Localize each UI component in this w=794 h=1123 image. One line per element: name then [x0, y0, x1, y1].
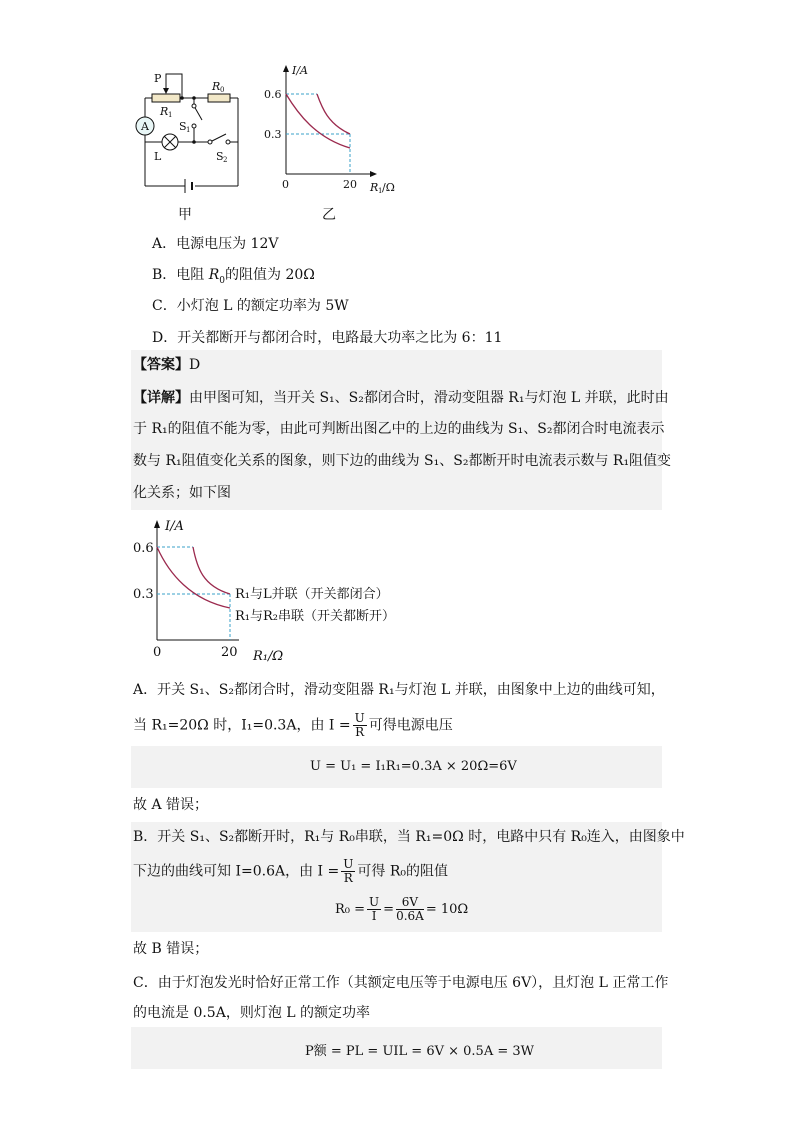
detail-tick-20: 20: [221, 645, 238, 660]
circuit-diagram-jia: [130, 68, 250, 194]
option-d: D．开关都断开与都闭合时，电路最大功率之比为 6：11: [152, 330, 503, 346]
detail-line-4: 化关系；如下图: [133, 485, 231, 501]
x-axis-unit: /Ω: [382, 181, 395, 194]
r1-sub: 1: [168, 111, 173, 119]
detail-tick-06: 0.6: [133, 541, 154, 556]
partb-fraction: $\frac{U}{R}$: [343, 857, 354, 885]
caption-yi: 乙: [322, 207, 336, 223]
x-axis-label: R: [370, 181, 379, 194]
partc-line-2: 的电流是 0.5A，则灯泡 L 的额定功率: [133, 1005, 371, 1021]
detail-line-1: 【详解】由甲图可知，当开关 S₁、S₂都闭合时，滑动变阻器 R₁与灯泡 L 并联，此时由: [133, 390, 669, 406]
detail-graph: [131, 516, 412, 664]
curve-bottom: [286, 94, 350, 148]
tick-x-0: 0: [282, 178, 289, 191]
answer-line: 【答案】D: [133, 357, 201, 373]
slider-label: P: [154, 72, 162, 85]
option-b: B．电阻 $R_0$的阻值为 20Ω: [152, 267, 315, 286]
option-c: C．小灯泡 L 的额定功率为 5W: [152, 298, 349, 314]
parta-line-2: 当 R₁=20Ω 时，I₁=0.3A，由 I = $\frac{U}{R}$ 可得电源电压: [133, 711, 453, 739]
parta-line-1: A．开关 S₁、S₂都闭合时，滑动变阻器 R₁与灯泡 L 并联，由图象中上边的曲线可知，: [133, 682, 665, 698]
s2-label: S: [216, 150, 224, 163]
label-parallel: R₁与L并联（开关都闭合）: [235, 587, 389, 602]
r0-sub: 0: [220, 86, 225, 94]
s2-sub: 2: [223, 156, 228, 164]
tick-y-03: 0.3: [264, 128, 282, 141]
lamp-label: L: [154, 150, 162, 163]
x-axis-sub: 1: [378, 187, 383, 195]
parta-equation: U = U₁ = I₁R₁=0.3A × 20Ω=6V: [310, 759, 517, 774]
partb-line-1: B．开关 S₁、S₂都断开时，R₁与 R₀串联，当 R₁=0Ω 时，电路中只有 R₀连入，由图象中: [133, 829, 685, 845]
tick-y-06: 0.6: [264, 88, 282, 101]
r0-label: R: [212, 80, 221, 93]
partc-equation: P额 = PL = UIL = 6V × 0.5A = 3W: [305, 1044, 534, 1059]
label-series: R₁与R₂串联（开关都断开）: [235, 609, 395, 624]
partb-equation: R₀ = $\frac{U}{I}$ = $\frac{6V}{0.6A}$ = 10Ω: [335, 895, 469, 923]
detail-y-axis: I/A: [165, 519, 184, 534]
parta-conclusion: 故 A 错误；: [133, 797, 209, 813]
graph-yi: [260, 62, 410, 198]
partc-line-1: C．由于灯泡发光时恰好正常工作（其额定电压等于电源电压 6V），且灯泡 L 正常工作: [133, 975, 669, 991]
s1-sub: 1: [186, 126, 191, 134]
partb-line-2: 下边的曲线可知 I=0.6A，由 I = $\frac{U}{R}$ 可得 R₀的阻值: [133, 857, 448, 885]
detail-x-axis: R₁/Ω: [253, 649, 284, 664]
ammeter-label: A: [141, 120, 149, 133]
tick-x-20: 20: [343, 178, 357, 191]
detail-tick-03: 0.3: [133, 587, 154, 602]
y-axis-label: I/A: [292, 64, 308, 77]
curve-top: [317, 94, 350, 134]
parta-fraction: $\frac{U}{R}$: [354, 711, 365, 739]
detail-tick-0: 0: [153, 645, 162, 660]
partb-conclusion: 故 B 错误；: [133, 941, 209, 957]
r1-label: R: [160, 105, 169, 118]
detail-line-2: 于 R₁的阻值不能为零，由此可判断出图乙中的上边的曲线为 S₁、S₂都闭合时电流表示: [133, 421, 665, 437]
option-a: A．电源电压为 12V: [152, 236, 279, 252]
detail-line-3: 数与 R₁阻值变化关系的图象，则下边的曲线为 S₁、S₂都断开时电流表示数与 R₁阻值变: [133, 453, 672, 469]
s1-label: S: [179, 120, 187, 133]
caption-jia: 甲: [178, 207, 192, 223]
